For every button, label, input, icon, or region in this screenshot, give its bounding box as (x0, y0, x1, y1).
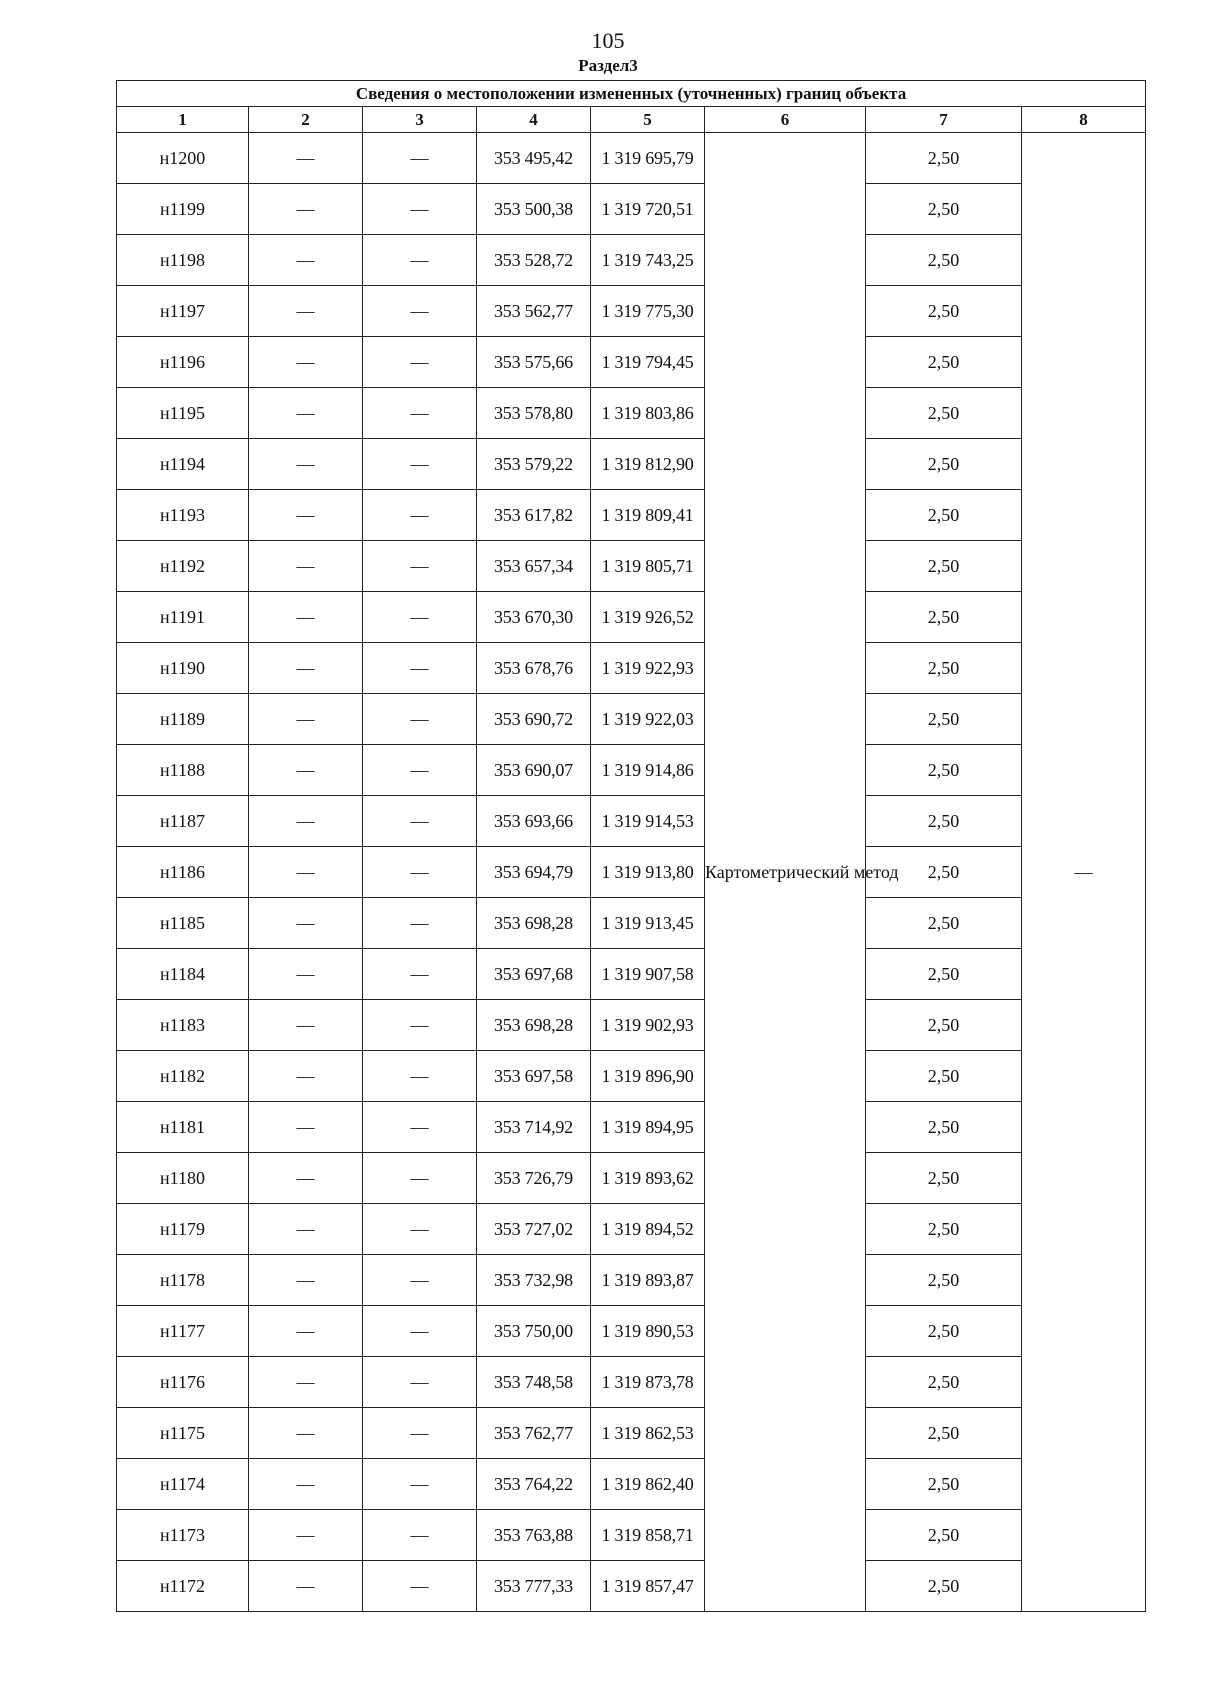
x-coordinate-cell: 353 690,07 (477, 745, 591, 796)
accuracy-cell: 2,50 (866, 184, 1022, 235)
point-number-cell: н1192 (117, 541, 249, 592)
column-3-cell: — (363, 643, 477, 694)
y-coordinate-cell: 1 319 914,53 (591, 796, 705, 847)
column-3-cell: — (363, 235, 477, 286)
point-number-cell: н1190 (117, 643, 249, 694)
section-title: Раздел3 (578, 56, 638, 75)
column-2-cell: — (249, 643, 363, 694)
x-coordinate-cell: 353 697,58 (477, 1051, 591, 1102)
point-number-cell: н1177 (117, 1306, 249, 1357)
y-coordinate-cell: 1 319 794,45 (591, 337, 705, 388)
column-3-cell: — (363, 1408, 477, 1459)
x-coordinate-cell: 353 690,72 (477, 694, 591, 745)
x-coordinate-cell: 353 693,66 (477, 796, 591, 847)
boundary-coordinates-table (116, 80, 1146, 1612)
accuracy-cell: 2,50 (866, 745, 1022, 796)
accuracy-cell: 2,50 (866, 1510, 1022, 1561)
point-number-cell: н1197 (117, 286, 249, 337)
column-2-cell: — (249, 1561, 363, 1612)
y-coordinate-cell: 1 319 857,47 (591, 1561, 705, 1612)
accuracy-cell: 2,50 (866, 1357, 1022, 1408)
column-header: 6 (705, 107, 866, 133)
table-row (117, 1510, 1146, 1561)
table-row (117, 1357, 1146, 1408)
x-coordinate-cell: 353 575,66 (477, 337, 591, 388)
accuracy-cell: 2,50 (866, 286, 1022, 337)
column-3-cell: — (363, 1153, 477, 1204)
table-row (117, 1459, 1146, 1510)
accuracy-cell: 2,50 (866, 796, 1022, 847)
accuracy-cell: 2,50 (866, 1408, 1022, 1459)
table-row (117, 592, 1146, 643)
point-number-cell: н1188 (117, 745, 249, 796)
x-coordinate-cell: 353 732,98 (477, 1255, 591, 1306)
x-coordinate-cell: 353 764,22 (477, 1459, 591, 1510)
column-3-cell: — (363, 1051, 477, 1102)
method-cell: Картометрический метод (705, 133, 866, 1612)
point-number-cell: н1175 (117, 1408, 249, 1459)
y-coordinate-cell: 1 319 873,78 (591, 1357, 705, 1408)
table-caption: Сведения о местоположении измененных (уточненных) границ объекта (117, 81, 1146, 107)
column-2-cell: — (249, 592, 363, 643)
y-coordinate-cell: 1 319 894,52 (591, 1204, 705, 1255)
table-row (117, 388, 1146, 439)
point-number-cell: н1195 (117, 388, 249, 439)
point-number-cell: н1185 (117, 898, 249, 949)
y-coordinate-cell: 1 319 907,58 (591, 949, 705, 1000)
column-3-cell: — (363, 1255, 477, 1306)
column-header-row (117, 107, 1146, 133)
table-row (117, 337, 1146, 388)
column-3-cell: — (363, 388, 477, 439)
y-coordinate-cell: 1 319 893,87 (591, 1255, 705, 1306)
column-2-cell: — (249, 235, 363, 286)
y-coordinate-cell: 1 319 862,40 (591, 1459, 705, 1510)
column-3-cell: — (363, 1357, 477, 1408)
x-coordinate-cell: 353 562,77 (477, 286, 591, 337)
column-2-cell: — (249, 1102, 363, 1153)
table-row (117, 184, 1146, 235)
column-2-cell: — (249, 541, 363, 592)
column-3-cell: — (363, 1561, 477, 1612)
point-number-cell: н1181 (117, 1102, 249, 1153)
column-header: 7 (866, 107, 1022, 133)
accuracy-cell: 2,50 (866, 439, 1022, 490)
point-number-cell: н1182 (117, 1051, 249, 1102)
point-number-cell: н1174 (117, 1459, 249, 1510)
y-coordinate-cell: 1 319 894,95 (591, 1102, 705, 1153)
page-number: 105 (591, 28, 625, 53)
point-number-cell: н1180 (117, 1153, 249, 1204)
column-8-cell: — (1022, 133, 1146, 1612)
column-2-cell: — (249, 694, 363, 745)
column-3-cell: — (363, 694, 477, 745)
y-coordinate-cell: 1 319 922,03 (591, 694, 705, 745)
column-header: 3 (363, 107, 477, 133)
table-row (117, 643, 1146, 694)
column-3-cell: — (363, 1459, 477, 1510)
table-body (117, 133, 1146, 1612)
x-coordinate-cell: 353 748,58 (477, 1357, 591, 1408)
x-coordinate-cell: 353 694,79 (477, 847, 591, 898)
point-number-cell: н1173 (117, 1510, 249, 1561)
table-row (117, 694, 1146, 745)
accuracy-cell: 2,50 (866, 133, 1022, 184)
column-3-cell: — (363, 1204, 477, 1255)
y-coordinate-cell: 1 319 812,90 (591, 439, 705, 490)
y-coordinate-cell: 1 319 862,53 (591, 1408, 705, 1459)
x-coordinate-cell: 353 678,76 (477, 643, 591, 694)
column-2-cell: — (249, 133, 363, 184)
x-coordinate-cell: 353 578,80 (477, 388, 591, 439)
accuracy-cell: 2,50 (866, 235, 1022, 286)
point-number-cell: н1176 (117, 1357, 249, 1408)
column-2-cell: — (249, 1408, 363, 1459)
table-row (117, 490, 1146, 541)
point-number-cell: н1200 (117, 133, 249, 184)
x-coordinate-cell: 353 697,68 (477, 949, 591, 1000)
column-2-cell: — (249, 1153, 363, 1204)
column-3-cell: — (363, 745, 477, 796)
y-coordinate-cell: 1 319 914,86 (591, 745, 705, 796)
column-2-cell: — (249, 847, 363, 898)
table-row (117, 235, 1146, 286)
x-coordinate-cell: 353 528,72 (477, 235, 591, 286)
point-number-cell: н1178 (117, 1255, 249, 1306)
column-2-cell: — (249, 1306, 363, 1357)
x-coordinate-cell: 353 763,88 (477, 1510, 591, 1561)
column-header: 1 (117, 107, 249, 133)
column-3-cell: — (363, 184, 477, 235)
x-coordinate-cell: 353 750,00 (477, 1306, 591, 1357)
table-row (117, 796, 1146, 847)
x-coordinate-cell: 353 698,28 (477, 898, 591, 949)
accuracy-cell: 2,50 (866, 643, 1022, 694)
table-row (117, 1102, 1146, 1153)
y-coordinate-cell: 1 319 858,71 (591, 1510, 705, 1561)
accuracy-cell: 2,50 (866, 1255, 1022, 1306)
table-row (117, 286, 1146, 337)
column-2-cell: — (249, 1204, 363, 1255)
column-2-cell: — (249, 1459, 363, 1510)
x-coordinate-cell: 353 657,34 (477, 541, 591, 592)
column-2-cell: — (249, 796, 363, 847)
column-2-cell: — (249, 286, 363, 337)
accuracy-cell: 2,50 (866, 1306, 1022, 1357)
column-2-cell: — (249, 1510, 363, 1561)
table-row (117, 1153, 1146, 1204)
table-row (117, 847, 1146, 898)
accuracy-cell: 2,50 (866, 898, 1022, 949)
column-3-cell: — (363, 847, 477, 898)
point-number-cell: н1186 (117, 847, 249, 898)
column-header: 2 (249, 107, 363, 133)
y-coordinate-cell: 1 319 809,41 (591, 490, 705, 541)
x-coordinate-cell: 353 670,30 (477, 592, 591, 643)
column-3-cell: — (363, 1102, 477, 1153)
column-3-cell: — (363, 337, 477, 388)
y-coordinate-cell: 1 319 803,86 (591, 388, 705, 439)
x-coordinate-cell: 353 777,33 (477, 1561, 591, 1612)
column-2-cell: — (249, 1255, 363, 1306)
column-header: 5 (591, 107, 705, 133)
point-number-cell: н1199 (117, 184, 249, 235)
table-row (117, 1204, 1146, 1255)
y-coordinate-cell: 1 319 893,62 (591, 1153, 705, 1204)
x-coordinate-cell: 353 617,82 (477, 490, 591, 541)
column-3-cell: — (363, 898, 477, 949)
column-2-cell: — (249, 184, 363, 235)
accuracy-cell: 2,50 (866, 1459, 1022, 1510)
column-2-cell: — (249, 1000, 363, 1051)
accuracy-cell: 2,50 (866, 1000, 1022, 1051)
table-row (117, 1051, 1146, 1102)
accuracy-cell: 2,50 (866, 694, 1022, 745)
y-coordinate-cell: 1 319 720,51 (591, 184, 705, 235)
column-3-cell: — (363, 490, 477, 541)
column-3-cell: — (363, 1510, 477, 1561)
accuracy-cell: 2,50 (866, 949, 1022, 1000)
accuracy-cell: 2,50 (866, 847, 1022, 898)
accuracy-cell: 2,50 (866, 592, 1022, 643)
accuracy-cell: 2,50 (866, 388, 1022, 439)
table-row (117, 898, 1146, 949)
table-row (117, 1000, 1146, 1051)
column-3-cell: — (363, 1306, 477, 1357)
column-2-cell: — (249, 337, 363, 388)
x-coordinate-cell: 353 714,92 (477, 1102, 591, 1153)
x-coordinate-cell: 353 698,28 (477, 1000, 591, 1051)
column-3-cell: — (363, 1000, 477, 1051)
point-number-cell: н1187 (117, 796, 249, 847)
point-number-cell: н1196 (117, 337, 249, 388)
table-row (117, 1561, 1146, 1612)
y-coordinate-cell: 1 319 805,71 (591, 541, 705, 592)
x-coordinate-cell: 353 727,02 (477, 1204, 591, 1255)
column-3-cell: — (363, 133, 477, 184)
accuracy-cell: 2,50 (866, 541, 1022, 592)
column-2-cell: — (249, 745, 363, 796)
y-coordinate-cell: 1 319 890,53 (591, 1306, 705, 1357)
column-2-cell: — (249, 898, 363, 949)
y-coordinate-cell: 1 319 922,93 (591, 643, 705, 694)
column-3-cell: — (363, 541, 477, 592)
table-row (117, 439, 1146, 490)
y-coordinate-cell: 1 319 913,80 (591, 847, 705, 898)
y-coordinate-cell: 1 319 902,93 (591, 1000, 705, 1051)
point-number-cell: н1191 (117, 592, 249, 643)
accuracy-cell: 2,50 (866, 490, 1022, 541)
y-coordinate-cell: 1 319 743,25 (591, 235, 705, 286)
table-row (117, 541, 1146, 592)
table-row (117, 1408, 1146, 1459)
table-row (117, 133, 1146, 184)
column-3-cell: — (363, 796, 477, 847)
point-number-cell: н1179 (117, 1204, 249, 1255)
x-coordinate-cell: 353 500,38 (477, 184, 591, 235)
point-number-cell: н1172 (117, 1561, 249, 1612)
column-header: 4 (477, 107, 591, 133)
column-3-cell: — (363, 439, 477, 490)
column-2-cell: — (249, 439, 363, 490)
y-coordinate-cell: 1 319 896,90 (591, 1051, 705, 1102)
column-2-cell: — (249, 490, 363, 541)
x-coordinate-cell: 353 579,22 (477, 439, 591, 490)
x-coordinate-cell: 353 726,79 (477, 1153, 591, 1204)
point-number-cell: н1193 (117, 490, 249, 541)
accuracy-cell: 2,50 (866, 1102, 1022, 1153)
y-coordinate-cell: 1 319 913,45 (591, 898, 705, 949)
accuracy-cell: 2,50 (866, 1051, 1022, 1102)
y-coordinate-cell: 1 319 695,79 (591, 133, 705, 184)
table-row (117, 1255, 1146, 1306)
accuracy-cell: 2,50 (866, 1561, 1022, 1612)
table-row (117, 1306, 1146, 1357)
point-number-cell: н1194 (117, 439, 249, 490)
column-2-cell: — (249, 1051, 363, 1102)
accuracy-cell: 2,50 (866, 1153, 1022, 1204)
column-2-cell: — (249, 388, 363, 439)
point-number-cell: н1184 (117, 949, 249, 1000)
column-3-cell: — (363, 286, 477, 337)
column-3-cell: — (363, 949, 477, 1000)
point-number-cell: н1183 (117, 1000, 249, 1051)
column-2-cell: — (249, 1357, 363, 1408)
column-3-cell: — (363, 592, 477, 643)
accuracy-cell: 2,50 (866, 337, 1022, 388)
point-number-cell: н1189 (117, 694, 249, 745)
column-header: 8 (1022, 107, 1146, 133)
table-row (117, 949, 1146, 1000)
x-coordinate-cell: 353 762,77 (477, 1408, 591, 1459)
x-coordinate-cell: 353 495,42 (477, 133, 591, 184)
y-coordinate-cell: 1 319 775,30 (591, 286, 705, 337)
table-row (117, 745, 1146, 796)
column-2-cell: — (249, 949, 363, 1000)
accuracy-cell: 2,50 (866, 1204, 1022, 1255)
point-number-cell: н1198 (117, 235, 249, 286)
y-coordinate-cell: 1 319 926,52 (591, 592, 705, 643)
